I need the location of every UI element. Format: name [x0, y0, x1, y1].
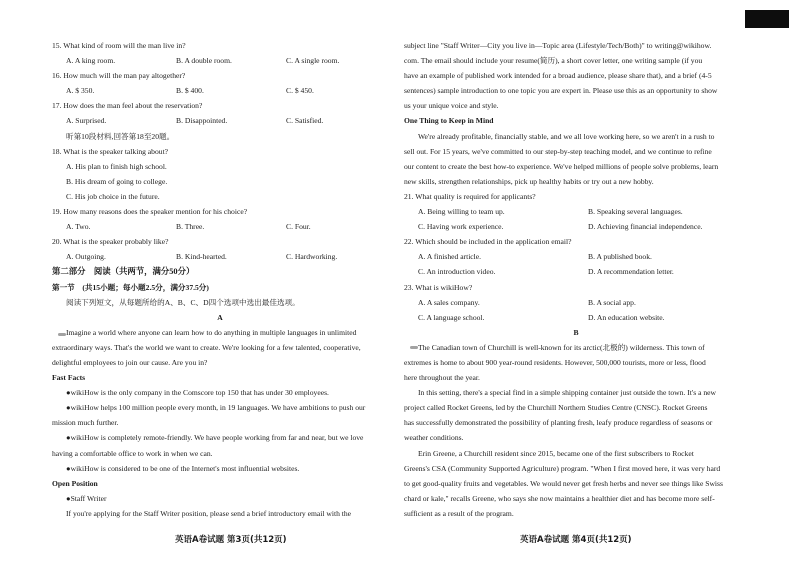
question-18-option-a: A. His plan to finish high school. [66, 161, 167, 171]
passage-b-line: sufficient as a result of the program. [404, 508, 514, 518]
option: B. Three. [176, 222, 205, 232]
option: C. A single room. [286, 56, 340, 66]
fact-item: ●wikiHow is completely remote-friendly. We have people working from far and near, but we love [66, 433, 364, 443]
passage-b-line: project called Rocket Greens, led by the Churchill Northern Studies Centre (CNSC). Rocket Greens [404, 403, 708, 413]
passage-a-label: A [217, 312, 223, 322]
question-19-options [52, 219, 388, 234]
question-21-stem: 21. What quality is required for applicants? [404, 191, 536, 201]
question-22-stem: 22. Which should be included in the application email? [404, 237, 572, 247]
question-20-stem: 20. What is the speaker probably like? [52, 237, 169, 247]
passage-b-label: B [573, 327, 579, 337]
question-19-stem: 19. How many reasons does the speaker mention for his choice? [52, 207, 248, 217]
option: C. Hardworking. [286, 252, 338, 262]
email-para-line: subject line "Staff Writer—City you live in—Topic area (Lifestyle/Tech/Both)" to writing@wikihow. [404, 41, 712, 50]
fact-item-continued: having a comfortable office to work in when we can. [52, 448, 213, 458]
section-one-heading: 第一节 (共15小题；每小题2.5分，满分37.5分) [52, 282, 209, 292]
fact-item: ●wikiHow is the only company in the Comscore top 150 that has under 30 employees. [66, 388, 329, 398]
passage-b-line: chard or kale," recalls Greene, who says she now maintains a healthier diet and has become more self- [404, 493, 715, 503]
passage-a-line: delightful employees to join our cause. Are you in? [52, 357, 208, 367]
passage-b-line: In this setting, there's a special find in a simple shipping container just outside the town. It's a new [418, 388, 716, 398]
right-page [404, 38, 748, 521]
option: C. $ 450. [286, 86, 314, 96]
passage-b-line: Erin Greene, a Churchill resident since 2015, became one of the first subscribers to Rocket [418, 448, 694, 458]
option: B. A social app. [588, 297, 636, 307]
fact-item-continued: mission much further. [52, 418, 119, 428]
option: B. A published book. [588, 252, 652, 262]
question-18-option-b: B. His dream of going to college. [66, 176, 168, 186]
question-20-options [52, 249, 388, 264]
email-para-line: com. The email should include your resume(简历), a short cover letter, one writing sample (if you [404, 56, 703, 66]
question-22-options-ab [404, 249, 748, 264]
email-para-line: have an example of published work intended for a broad audience, please share that), and a brief (4-5 [404, 71, 712, 81]
option: B. Disappointed. [176, 116, 228, 126]
question-23-options-cd [404, 310, 748, 325]
question-17-options [52, 113, 388, 128]
scan-corner-mark [745, 10, 789, 28]
passage-a-line: extraordinary ways. That's the world we want to create. We're looking for a few talented, cooperative, [52, 342, 361, 352]
passage-b-line: Greens's CSA (Community Supported Agriculture) program. "When I first moved here, it was very hard [404, 463, 721, 473]
option: A. Outgoing. [66, 252, 106, 262]
passage-b-line: The Canadian town of Churchill is well-known for its arctic(北极的) wilderness. This town of [418, 342, 705, 352]
staff-writer-bullet: ●Staff Writer [66, 493, 107, 503]
fact-item: ●wikiHow is considered to be one of the Internet's most influential websites. [66, 463, 300, 473]
question-16-options [52, 83, 388, 98]
option: A. Two. [66, 222, 91, 232]
option: A. A finished article. [418, 252, 482, 262]
option: A. $ 350. [66, 86, 95, 96]
question-16-stem: 16. How much will the man pay altogether? [52, 71, 186, 81]
keep-para-line: We're already profitable, financially stable, and we all love working here, so we aren't in a rush to [418, 131, 715, 141]
listening-instruction: 听第10段材料,回答第18至20题。 [66, 131, 175, 141]
question-21-options-cd [404, 219, 748, 234]
question-23-options-ab [404, 295, 748, 310]
fact-item: ●wikiHow helps 100 million people every month, in 19 languages. We have ambitions to push our [66, 403, 366, 413]
passage-b-line: has successfully demonstrated the possibility of planting fresh, leafy produce regardless of seasons or [404, 418, 713, 428]
option: D. Achieving financial independence. [588, 222, 703, 232]
passage-a-line: Imagine a world where anyone can learn how to do anything in multiple languages in unlimited [66, 327, 357, 337]
option: A. Being willing to team up. [418, 207, 505, 217]
question-23-stem: 23. What is wikiHow? [404, 282, 473, 292]
passage-b-line: weather conditions. [404, 433, 464, 443]
option: C. Having work experience. [418, 222, 504, 232]
page-footer-right: 英语A卷试题 第4页(共12页) [520, 535, 632, 545]
question-18-stem: 18. What is the speaker talking about? [52, 146, 169, 156]
option: C. Four. [286, 222, 311, 232]
one-thing-heading: One Thing to Keep in Mind [404, 116, 494, 126]
question-22-options-cd [404, 264, 748, 279]
keep-para-line: our content to create the best how-to experience. We've helped millions of people solve problems, learn [404, 161, 719, 171]
passage-b-line: here throughout the year. [404, 373, 480, 383]
apply-line: If you're applying for the Staff Writer position, please send a brief introductory email with the [66, 508, 352, 518]
option: D. An education website. [588, 312, 665, 322]
part-two-heading: 第二部分 阅读（共两节，满分50分） [52, 267, 195, 277]
passage-b-line: to get good-quality fruits and vegetables. We would never get fresh herbs and never see things like Swiss [404, 478, 723, 488]
option: D. A recommendation letter. [588, 267, 674, 277]
option: C. An introduction video. [418, 267, 496, 277]
keep-para-line: new skills, strengthen relationships, pick up healthy habits or try out a new hobby. [404, 176, 654, 186]
keep-para-line: sell out. For 15 years, we've committed to our step-by-step teaching model, and we continue to refine [404, 146, 712, 156]
option: B. Kind-hearted. [176, 252, 227, 262]
option: C. Satisfied. [286, 116, 324, 126]
email-para-line: sentences) sample introduction to one topic you are expert in. Please use this as an opportunity to show [404, 86, 718, 96]
page-footer-left: 英语A卷试题 第3页(共12页) [175, 535, 287, 545]
email-para-line: us your unique voice and style. [404, 101, 499, 111]
question-15-options [52, 53, 388, 68]
scan-blot [58, 333, 66, 336]
passage-b-line: extremes is home to about 900 year-round residents. However, 500,000 tourists, more or less, flood [404, 357, 706, 367]
option: C. A language school. [418, 312, 485, 322]
reading-instruction: 阅读下列短文，从每题所给的A、B、C、D四个选项中选出最佳选项。 [66, 297, 300, 307]
option: A. A king room. [66, 56, 116, 66]
option: A. Surprised. [66, 116, 107, 126]
option: A. A sales company. [418, 297, 480, 307]
option: B. Speaking several languages. [588, 207, 683, 217]
fast-facts-heading: Fast Facts [52, 373, 86, 383]
question-18-option-c: C. His job choice in the future. [66, 191, 160, 201]
option: B. $ 400. [176, 86, 204, 96]
question-17-stem: 17. How does the man feel about the reservation? [52, 101, 203, 111]
option: B. A double room. [176, 56, 232, 66]
question-15-stem: 15. What kind of room will the man live in? [52, 41, 186, 50]
left-page [52, 38, 388, 521]
scan-blot [410, 346, 418, 349]
question-21-options-ab [404, 204, 748, 219]
open-position-heading: Open Position [52, 478, 98, 488]
